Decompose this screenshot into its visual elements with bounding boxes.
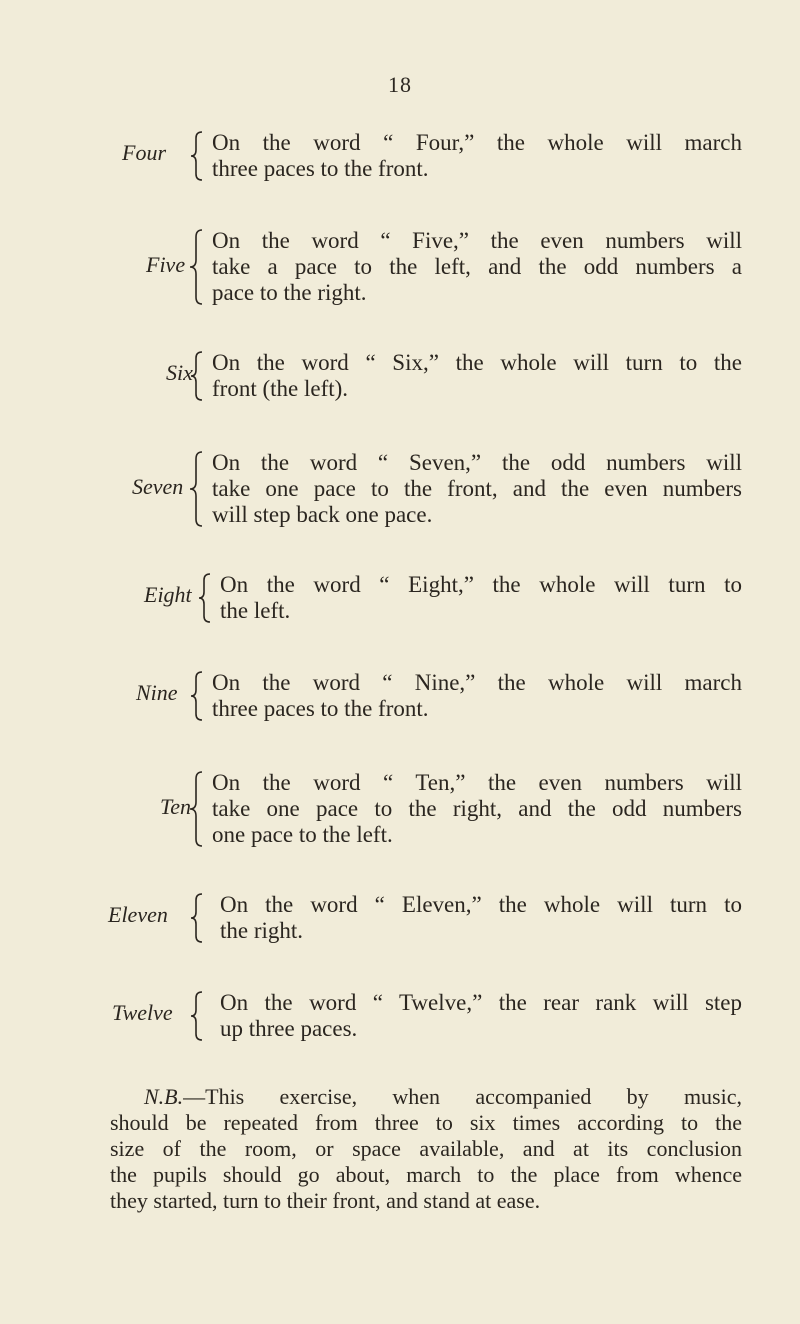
entry-label: Seven [132,474,184,499]
entry-label: Eleven [108,902,168,927]
entry-line: will step back one pace. [212,502,433,527]
entry-line: On the word “ Eleven,” the whole will turn to [220,892,742,917]
entry-label: Nine [136,680,178,705]
entry-line: On the word “ Twelve,” the rear rank will step [220,990,742,1015]
entry-line: take one pace to the right, and the odd numbers [212,796,742,821]
entry-label: Eight [144,582,192,607]
entry-line: three paces to the front. [212,696,429,721]
note-line [110,1084,742,1110]
brace-icon [188,228,208,306]
note-line: should be repeated from three to six times according to the [110,1110,742,1135]
entry-label: Twelve [112,1000,173,1025]
entry-line: take a pace to the left, and the odd numbers a [212,254,742,279]
entry-line: On the word “ Eight,” the whole will turn to [220,572,742,597]
brace-icon [188,770,208,848]
note-line: the pupils should go about, march to the place from whence [110,1162,742,1187]
entry-label: Five [146,252,186,277]
note-line: size of the room, or space available, and at its conclusion [110,1136,742,1161]
entry-line: one pace to the left. [212,822,393,847]
note-abbr: N.B. [144,1084,184,1109]
entry-line: On the word “ Seven,” the odd numbers will [212,450,742,475]
entry-label: Ten [160,794,191,819]
entry-line: On the word “ Six,” the whole will turn to the [212,350,742,375]
note-line: they started, turn to their front, and stand at ease. [110,1188,541,1213]
brace-icon [188,892,208,944]
entry-line: front (the left). [212,376,349,401]
entry-line: On the word “ Four,” the whole will march [212,130,742,155]
entry-line: On the word “ Nine,” the whole will march [212,670,742,695]
brace-icon [188,450,208,528]
entry-label: Four [122,140,166,165]
brace-icon [188,130,208,182]
entry-line: up three paces. [220,1016,358,1041]
entry-line: pace to the right. [212,280,367,305]
entry-line: On the word “ Five,” the even numbers will [212,228,742,253]
entry-line: On the word “ Ten,” the even numbers will [212,770,742,795]
brace-icon [188,350,208,402]
entry-line: take one pace to the front, and the even numbers [212,476,742,501]
entry-line: the left. [220,598,291,623]
nota-bene-note [110,1084,742,1214]
brace-icon [188,670,208,722]
entry-line: the right. [220,918,304,943]
page-number: 18 [388,72,412,97]
brace-icon [196,572,216,624]
note-line-text: —This exercise, when accompanied by music, [183,1084,742,1109]
brace-icon [188,990,208,1042]
entry-line: three paces to the front. [212,156,429,181]
entry-label: Six [166,360,193,385]
